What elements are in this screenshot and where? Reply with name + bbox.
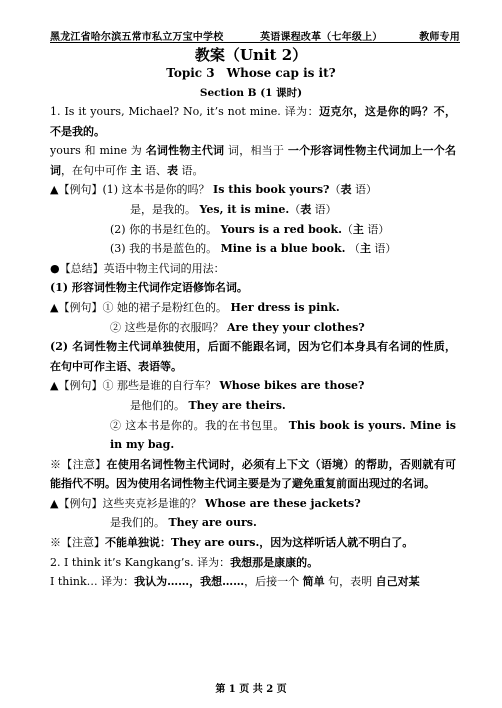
doc-title: 教案（Unit 2） [194, 46, 308, 64]
page-header [50, 28, 460, 43]
page-footer: 第 1 页 共 2 页 [215, 684, 287, 695]
example-line: ▲【例句】(1) 这本书是你的吗？ Is this book yours?（表 语） [50, 183, 377, 197]
doc-topic [0, 66, 502, 80]
example-line: ▲【例句】① 那些是谁的自行车？ Whose bikes are those? [50, 379, 365, 393]
paragraph-3: 2. I think it’s Kangkang’s. 译为：我想那是康康的。 [50, 555, 319, 569]
example-line: (3) 我的书是蓝色的。 Mine is a blue book. （主 语） [110, 242, 397, 256]
example-line: ▲【例句】这些夹克衫是谁的？ Whose are these jackets? [50, 496, 361, 510]
doc-section: Section B (1 课时) [199, 87, 303, 99]
header-course: 英语课程改革（七年级上） [260, 32, 383, 43]
point-2: (2) 名词性物主代词单独使用，后面不能跟名词，因为它们本身具有名词的性质，在句中可作主语、表语等。 [50, 340, 456, 373]
document-body [50, 102, 456, 592]
paragraph-2: yours 和 mine 为 名词性物主代词 词，相当于 一个形容词性物主代词加上一个名词，在句中可作 主 语、表 语。 [50, 144, 457, 177]
paragraph-4: I think… 译为：我认为……，我想……，后接一个 简单 句，表明 自己对某 [50, 575, 420, 589]
header-school: 黑龙江省哈尔滨五常市私立万宝中学校 [50, 32, 224, 43]
point-1: (1) 形容词性物主代词作定语修饰名词。 [50, 281, 248, 295]
paragraph-1: 1. Is it yours, Michael? No, it’s not mine. 译为：迈克尔，这是你的吗？不，不是我的。 [50, 105, 457, 138]
topic-number: Topic 3 [166, 66, 215, 80]
note-2: ※【注意】不能单独说：They are ours.，因为这样听话人就不明白了。 [50, 536, 414, 550]
example-line: 是他们的。 They are theirs. [130, 398, 286, 412]
header-rule [50, 42, 460, 43]
example-line: 是，是我的。 Yes, it is mine.（表 语） [130, 202, 337, 216]
example-line: ▲【例句】① 她的裙子是粉红色的。 Her dress is pink. [50, 300, 340, 314]
topic-question: Whose cap is it? [226, 66, 336, 80]
note-1: ※【注意】在使用名词性物主代词时，必须有上下文（语境）的帮助，否则就有可能指代不明。因为使用名词性物主代词主要是为了避免重复前面出现过的名词。 [50, 457, 457, 491]
header-audience: 教师专用 [419, 32, 460, 43]
example-line: ② 这本书是你的。我的在书包里。 This book is yours. Mine is in my bag. [110, 418, 457, 452]
example-line: (2) 你的书是红色的。 Yours is a red book.（主 语） [110, 222, 390, 236]
example-line: 是我们的。 They are ours. [110, 516, 257, 530]
example-line: ② 这些是你的衣服吗？ Are they your clothes? [110, 320, 365, 334]
summary-line: ●【总结】英语中物主代词的用法： [50, 261, 225, 275]
